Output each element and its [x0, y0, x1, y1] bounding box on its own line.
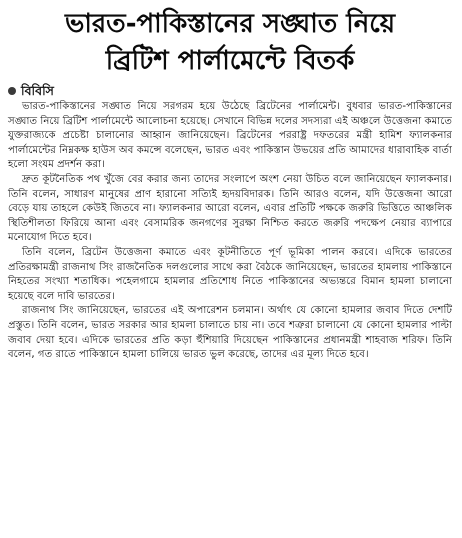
paragraph-3: তিনি বলেন, ব্রিটেন উত্তেজনা কমাতে এবং কূটনীতিতে পূর্ণ ভূমিকা পালন করবে। এদিকে ভারতের প্রতিরক্ষামন্ত্রী রাজনাথ সিং রাজনৈতিক দলগুলোর সাথে করা বৈঠকে জানিয়েছেন, ভারতের হামলায় পাকিস্তানে নিহতের সংখ্যা শতাধিক। পহেলগামে হামলার প্রতিশোধ নিতে পাকিস্তানের অভ্যন্তরে বিমান হামলা চালানো হয়েছে বলে দাবি ভারতের। [8, 246, 452, 302]
paragraph-4: রাজনাথ সিং জানিয়েছেন, ভারতের এই অপারেশন চলমান। অর্থাৎ যে কোনো হামলার জবাব দিতে দেশটি প্রস্তুত। তিনি বলেন, ভারত সরকার আর হামলা চালাতে চায় না। তবে শত্রুরা চালানো যে কোনো হামলার পাল্টা জবাব দেয়া হবে। এদিকে ভারতের প্রতি কড়া হুঁশিয়ারি দিয়েছেন পাকিস্তানের প্রধানমন্ত্রী শাহবাজ শরিফ। তিনি বলেন, গত রাতে পাকিস্তানে হামলা চালিয়ে ভারত ভুল করেছে, তাদের এর মূল্য দিতে হবে। [8, 305, 452, 361]
paragraph-2: দ্রুত কূটনৈতিক পথ খুঁজে বের করার জন্য তাদের সংলাপে অংশ নেয়া উচিত বলে জানিয়েছেন ফ্যালকনার। তিনি বলেন, সাধারণ মানুষের প্রাণ হারানো সত্যিই হৃদয়বিদারক। তিনি আরও বলেন, যদি উত্তেজনা আরো বেড়ে যায় তাহলে কেউই জিতবে না। ফ্যালকনার আরো বলেন, এবার প্রতিটি পক্ষকে জরুরি ভিত্তিতে আঞ্চলিক স্থিতিশীলতা ফিরিয়ে আনা এবং বেসামরিক জনগণের সুরক্ষা নিশ্চিত করতে জরুরি পদক্ষেপ নেয়ার ব্যাপারে মনোযোগ দিতে হবে। [8, 173, 452, 244]
headline-line-1: ভারত-পাকিস্তানের সঙ্ঘাত নিয়ে [64, 9, 396, 39]
headline-line-2: ব্রিটিশ পার্লামেন্টে বিতর্ক [105, 46, 355, 76]
paragraph-1: ভারত-পাকিস্তানের সঙ্ঘাত নিয়ে সরগরম হয়ে উঠেছে ব্রিটেনের পার্লামেন্ট। বুধবার ভারত-পাকিস্তানের সঙ্ঘাত নিয়ে ব্রিটিশ পার্লামেন্টে আলোচনা হয়েছে। সেখানে বিভিন্ন দলের সদস্যরা এই অঞ্চলে উত্তেজনা কমাতে যুক্তরাজ্যকে প্রচেষ্টা চালানোর আহ্বান জানিয়েছেন। ব্রিটেনের পররাষ্ট্র দফতরের মন্ত্রী হামিশ ফ্যালকনার পার্লামেন্টের নিম্নকক্ষ হাউস অব কমন্সে বলেছেন, ভারত এবং পাকিস্তান উভয়ের প্রতি আমাদের ধারাবাহিক বার্তা হলো সংযম প্রদর্শন করা। [8, 101, 452, 171]
article-body [8, 100, 452, 363]
source-label: বিবিসি [21, 83, 54, 98]
bullet-icon [8, 87, 16, 95]
headline [8, 6, 452, 80]
source-line [8, 83, 452, 99]
